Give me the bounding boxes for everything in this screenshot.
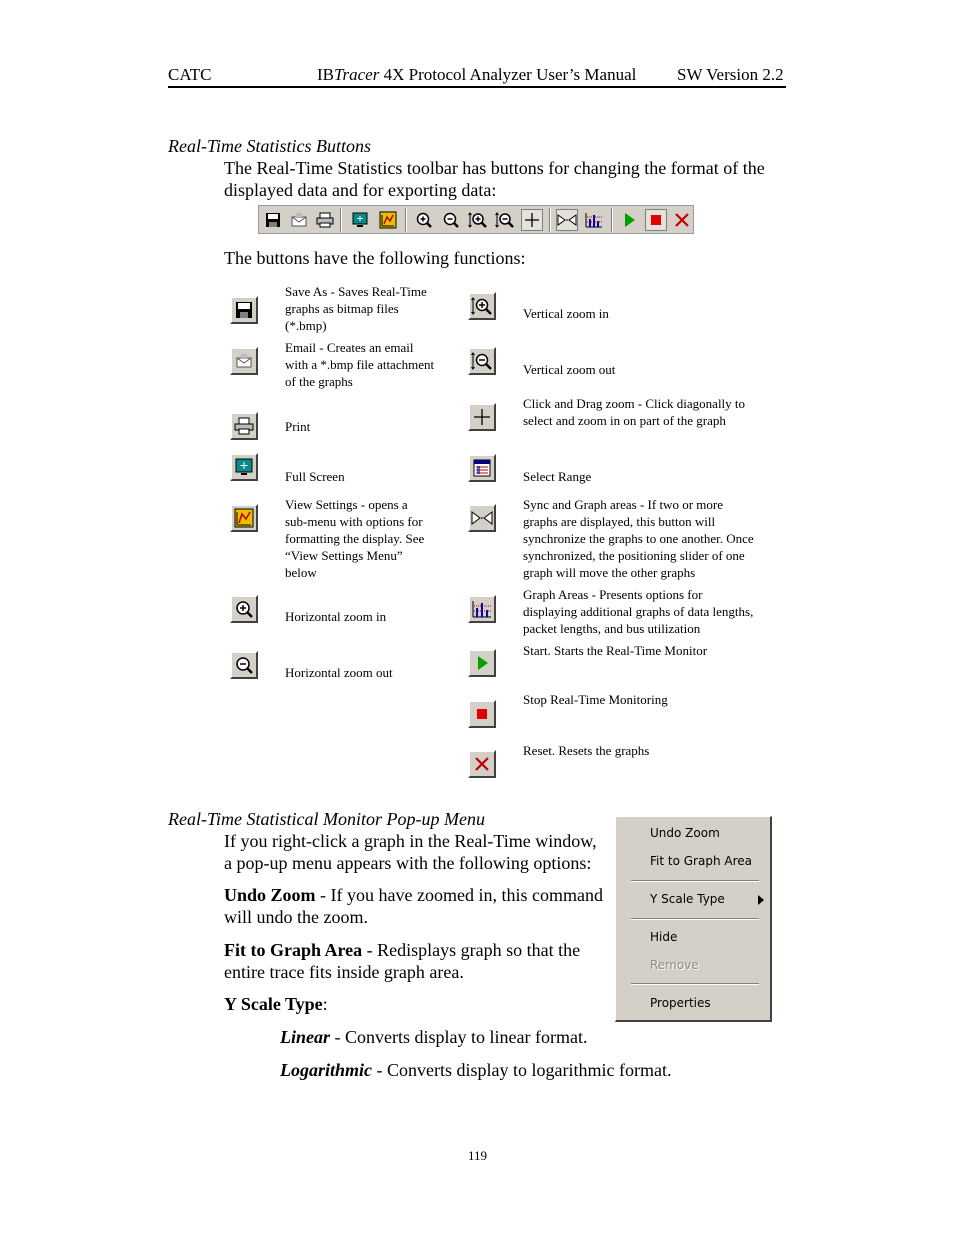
click-drag-zoom-icon[interactable] (521, 209, 543, 231)
email-description: Email - Creates an email with a *.bmp file attachment of the graphs (285, 340, 435, 389)
print-icon[interactable] (230, 412, 258, 440)
stop-description: Stop Real-Time Monitoring (523, 692, 668, 707)
start-icon[interactable] (468, 649, 496, 677)
vertical-zoom-out-icon[interactable] (494, 209, 516, 231)
print-icon[interactable] (314, 209, 336, 231)
email-icon[interactable] (230, 347, 258, 375)
vertical-zoom-in-icon[interactable] (468, 292, 496, 320)
linear-entry: Linear - Converts display to linear format. (280, 1027, 588, 1047)
horizontal-zoom-in-icon[interactable] (230, 595, 258, 623)
horizontal-zoom-in-icon[interactable] (413, 209, 435, 231)
save-icon[interactable] (230, 296, 258, 324)
logarithmic-entry: Logarithmic - Converts display to logarithmic format. (280, 1060, 672, 1080)
view-settings-icon[interactable] (230, 504, 258, 532)
start-description: Start. Starts the Real-Time Monitor (523, 643, 708, 658)
sync-graph-areas-description: Sync and Graph areas - If two or more graphs are displayed, this button will synchronize the graphs to one another. Once synchronized, the positioning slider of one graph will move the other graphs (523, 497, 754, 580)
click-drag-zoom-description: Click and Drag zoom - Click diagonally to select and zoom in on part of the graph (523, 396, 746, 428)
horizontal-zoom-out-description: Horizontal zoom out (285, 665, 393, 680)
fit-to-graph-entry: Fit to Graph Area - Redisplays graph so that the entire trace fits inside graph area. (224, 940, 581, 982)
section-heading-popup: Real-Time Statistical Monitor Pop-up Menu (168, 809, 485, 829)
stop-icon[interactable] (645, 209, 667, 231)
menu-item-y-scale-type[interactable]: Y Scale Type (650, 892, 725, 906)
toolbar-separator (340, 208, 342, 232)
popup-menu (615, 816, 772, 1022)
realtime-toolbar (258, 205, 694, 234)
full-screen-description: Full Screen (285, 469, 345, 484)
menu-separator (631, 880, 759, 882)
vertical-zoom-in-description: Vertical zoom in (523, 306, 609, 321)
full-screen-icon[interactable] (349, 209, 371, 231)
popup-intro: If you right-click a graph in the Real-Time window, a pop-up menu appears with the following options: (224, 831, 597, 873)
email-icon[interactable] (288, 209, 310, 231)
sync-graph-areas-icon[interactable] (468, 504, 496, 532)
toolbar-separator (405, 208, 407, 232)
menu-separator (631, 983, 759, 985)
reset-icon[interactable] (468, 750, 496, 778)
undo-zoom-entry: Undo Zoom - If you have zoomed in, this command will undo the zoom. (224, 885, 603, 927)
section-heading-buttons: Real-Time Statistics Buttons (168, 136, 371, 156)
menu-item-remove: Remove (650, 958, 699, 972)
stop-icon[interactable] (468, 700, 496, 728)
save-icon[interactable] (262, 209, 284, 231)
y-scale-type-entry: Y Scale Type: (224, 994, 328, 1014)
functions-intro: The buttons have the following functions: (224, 248, 526, 268)
print-description: Print (285, 419, 311, 434)
reset-description: Reset. Resets the graphs (523, 743, 650, 758)
full-screen-icon[interactable] (230, 453, 258, 481)
view-settings-icon[interactable] (377, 209, 399, 231)
horizontal-zoom-out-icon[interactable] (440, 209, 462, 231)
save-description: Save As - Saves Real-Time graphs as bitmap files (*.bmp) (285, 284, 427, 333)
vertical-zoom-out-description: Vertical zoom out (523, 362, 616, 377)
header-title: IBTracer 4X Protocol Analyzer User’s Manual (317, 65, 637, 84)
menu-item-hide[interactable]: Hide (650, 930, 678, 944)
header-rule (168, 86, 786, 88)
section-intro: The Real-Time Statistics toolbar has buttons for changing the format of the displayed data and for exporting data: (224, 158, 765, 200)
menu-item-undo-zoom[interactable]: Undo Zoom (650, 826, 720, 840)
toolbar-separator (549, 208, 551, 232)
submenu-arrow-icon (758, 895, 764, 905)
menu-separator (631, 918, 759, 920)
vertical-zoom-in-icon[interactable] (467, 209, 489, 231)
horizontal-zoom-in-description: Horizontal zoom in (285, 609, 387, 624)
select-range-icon[interactable] (468, 454, 496, 482)
click-drag-zoom-icon[interactable] (468, 403, 496, 431)
menu-item-properties[interactable]: Properties (650, 996, 711, 1010)
sync-graph-areas-icon[interactable] (556, 209, 578, 231)
reset-icon[interactable] (671, 209, 693, 231)
toolbar-separator (611, 208, 613, 232)
vertical-zoom-out-icon[interactable] (468, 347, 496, 375)
select-range-description: Select Range (523, 469, 592, 484)
graph-areas-icon[interactable] (468, 595, 496, 623)
menu-item-fit-to-graph-area[interactable]: Fit to Graph Area (650, 854, 752, 868)
header-left: CATC (168, 65, 212, 84)
horizontal-zoom-out-icon[interactable] (230, 651, 258, 679)
graph-areas-description: Graph Areas - Presents options for displaying additional graphs of data lengths, packet lengths, and bus utilization (523, 587, 754, 636)
start-icon[interactable] (618, 209, 640, 231)
view-settings-description: View Settings - opens a sub-menu with options for formatting the display. See “View Settings Menu” below (285, 497, 425, 580)
page-number: 119 (468, 1148, 488, 1163)
header-right: SW Version 2.2 (677, 65, 784, 84)
graph-areas-icon[interactable] (583, 209, 605, 231)
